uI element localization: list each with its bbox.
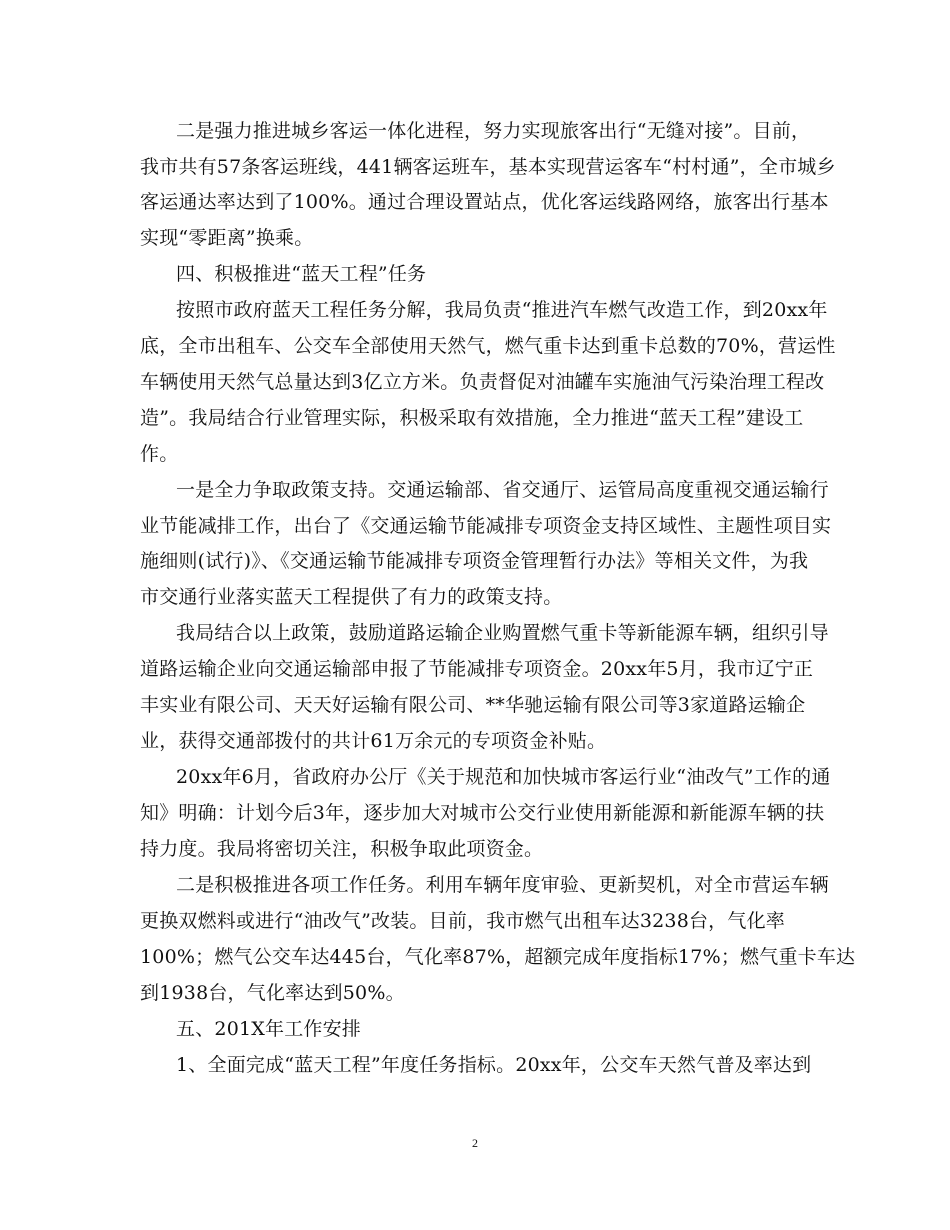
text-line: 二是强力推进城乡客运一体化进程，努力实现旅客出行“无缝对接”。目前，: [176, 120, 811, 142]
text-line: 1、全面完成“蓝天工程”年度任务指标。20xx年，公交车天然气普及率达到: [176, 1054, 812, 1076]
text-line: 作。: [140, 443, 179, 465]
text-line: 按照市政府蓝天工程任务分解，我局负责“推进汽车燃气改造工作，到20xx年: [176, 299, 828, 321]
text-line: 一是全力争取政策支持。交通运输部、省交通厅、运管局高度重视交通运输行: [176, 479, 829, 501]
text-line: 到1938台，气化率达到50%。: [140, 982, 405, 1004]
text-line: 车辆使用天然气总量达到3亿立方米。负责督促对油罐车实施油气污染治理工程改: [140, 371, 825, 393]
text-line: 更换双燃料或进行“油改气”改装。目前，我市燃气出租车达3238台，气化率: [140, 910, 785, 932]
text-line: 丰实业有限公司、天天好运输有限公司、**华驰运输有限公司等3家道路运输企: [140, 694, 806, 716]
text-line: 100%；燃气公交车达445台，气化率87%，超额完成年度指标17%；燃气重卡车达: [140, 946, 856, 968]
text-line: 施细则(试行)》、《交通运输节能减排专项资金管理暂行办法》等相关文件，为我: [140, 550, 809, 572]
text-line: 客运通达率达到了100%。通过合理设置站点，优化客运线路网络，旅客出行基本: [140, 191, 829, 213]
text-line: 造”。我局结合行业管理实际，积极采取有效措施，全力推进“蓝天工程”建设工: [140, 407, 804, 429]
section-heading: 四、积极推进“蓝天工程”任务: [176, 263, 427, 285]
text-line: 业节能减排工作，出台了《交通运输节能减排专项资金支持区域性、主题性项目实: [140, 515, 832, 537]
text-line: 二是积极推进各项工作任务。利用车辆年度审验、更新契机，对全市营运车辆: [176, 874, 829, 896]
text-line: 业，获得交通部拨付的共计61万余元的专项资金补贴。: [140, 730, 607, 752]
text-line: 底，全市出租车、公交车全部使用天然气，燃气重卡达到重卡总数的70%，营运性: [140, 335, 836, 357]
text-line: 我市共有57条客运班线，441辆客运班车，基本实现营运客车“村村通”，全市城乡: [140, 156, 836, 178]
text-line: 知》明确：计划今后3年，逐步加大对城市公交行业使用新能源和新能源车辆的扶: [140, 802, 825, 824]
text-line: 20xx年6月，省政府办公厅《关于规范和加快城市客运行业“油改气”工作的通: [176, 766, 831, 788]
text-line: 我局结合以上政策，鼓励道路运输企业购置燃气重卡等新能源车辆，组织引导: [176, 622, 829, 644]
section-heading: 五、201X年工作安排: [176, 1018, 361, 1040]
text-line: 道路运输企业向交通运输部申报了节能减排专项资金。20xx年5月，我市辽宁正: [140, 658, 814, 680]
text-line: 持力度。我局将密切关注，积极争取此项资金。: [140, 838, 544, 860]
page-number: 2: [472, 1136, 478, 1150]
text-line: 市交通行业落实蓝天工程提供了有力的政策支持。: [140, 586, 563, 608]
text-line: 实现“零距离”换乘。: [140, 227, 314, 249]
